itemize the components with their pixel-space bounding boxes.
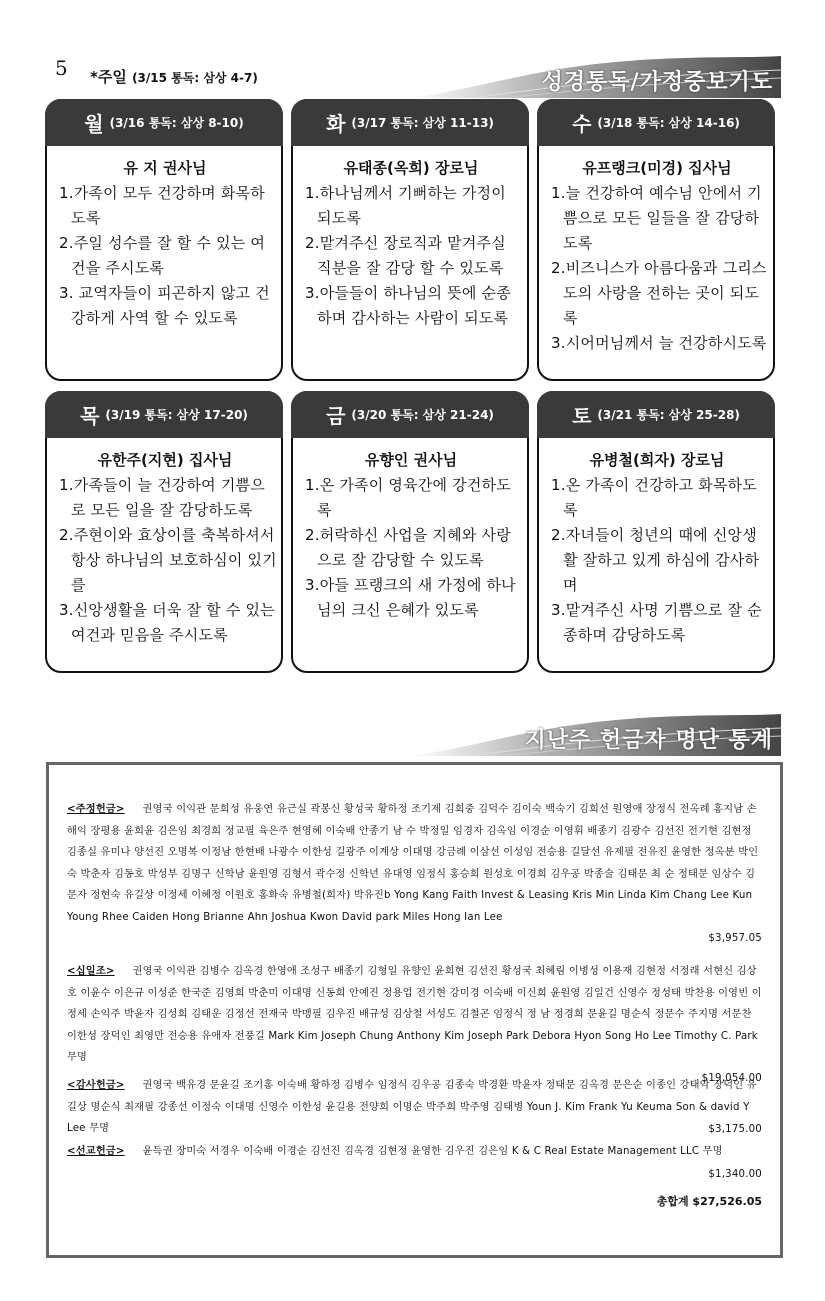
day-card-header bbox=[45, 99, 283, 146]
donation-group-thanks bbox=[67, 1075, 762, 1140]
day-label: 월 bbox=[84, 112, 104, 136]
donor-names: 권영국 백유경 문윤길 조기홍 이숙배 황하정 김병수 임정식 김우공 김종숙 박경환 박윤자 정태문 김옥경 문은순 이종인 강태악 장덕인 유길상 명순식 최재필 강종선 이정숙 이대명 신영수 이한성 윤길용 전양희 이명순 박주희 박주영 김태병 Youn J. Kim Frank Yu Keuma Son & david Y Lee 무명 bbox=[67, 1080, 757, 1134]
prayer-item: 3.시어머님께서 늘 건강하시도록 bbox=[551, 334, 767, 352]
prayer-item: 3.맡겨주신 사명 기쁨으로 잘 순종하며 감당하도록 bbox=[551, 601, 762, 644]
donation-list-box bbox=[46, 762, 783, 1258]
prayer-item: 1.온 가족이 건강하고 화목하도록 bbox=[551, 476, 757, 519]
day-card-header bbox=[537, 391, 775, 438]
banner-title: 성경통독/가정중보기도 bbox=[541, 70, 773, 95]
reading-range: (3/17 통독: 삼상 11-13) bbox=[351, 116, 494, 130]
prayer-item: 1.가족이 모두 건강하며 화목하도록 bbox=[59, 184, 265, 227]
donation-label: <십일조> bbox=[67, 966, 115, 977]
day-card-header bbox=[537, 99, 775, 146]
reading-range: (3/18 통독: 삼상 14-16) bbox=[597, 116, 740, 130]
prayer-banner bbox=[411, 56, 781, 98]
day-card-fri bbox=[291, 391, 529, 673]
donation-group-tithe bbox=[67, 961, 762, 1089]
reading-range: (3/21 통독: 삼상 25-28) bbox=[597, 408, 740, 422]
sunday-reading bbox=[90, 66, 258, 87]
prayer-item: 3.아들 프랭크의 새 가정에 하나님의 크신 은혜가 있도록 bbox=[305, 576, 516, 619]
reading-range: (3/16 통독: 삼상 8-10) bbox=[109, 116, 244, 130]
donation-amount: $19,054.00 bbox=[701, 1072, 762, 1084]
banner-title: 지난주 헌금자 명단 통계 bbox=[524, 728, 773, 753]
donation-amount: $3,175.00 bbox=[708, 1123, 762, 1135]
donation-group-mission bbox=[67, 1141, 762, 1185]
day-card-thu bbox=[45, 391, 283, 673]
page-number: 5 bbox=[55, 56, 68, 80]
prayer-person: 유병철(희자) 장로님 bbox=[589, 451, 725, 469]
donation-label: <선교헌금> bbox=[67, 1146, 125, 1157]
reading-range: (3/19 통독: 삼상 17-20) bbox=[105, 408, 248, 422]
day-card-header bbox=[291, 391, 529, 438]
donation-amount: $1,340.00 bbox=[708, 1168, 762, 1180]
prayer-item: 2.허락하신 사업을 지혜와 사랑으로 잘 감당할 수 있도록 bbox=[305, 526, 511, 569]
grand-total: 총합계 $27,526.05 bbox=[656, 1195, 762, 1208]
prayer-item: 3.신앙생활을 더욱 잘 할 수 있는 여건과 믿음을 주시도록 bbox=[59, 601, 275, 644]
prayer-item: 2.자녀들이 청년의 때에 신앙생활 잘하고 있게 하심에 감사하며 bbox=[551, 526, 760, 594]
prayer-item: 2.맡겨주신 장로직과 맡겨주실 직분을 잘 감당 할 수 있도록 bbox=[305, 234, 506, 277]
donation-group-sunday bbox=[67, 799, 762, 949]
day-card-header bbox=[45, 391, 283, 438]
sunday-label: *주일 bbox=[90, 68, 127, 86]
donation-label: <주정헌금> bbox=[67, 804, 125, 815]
donation-amount: $3,957.05 bbox=[708, 932, 762, 944]
day-label: 토 bbox=[572, 404, 592, 428]
day-label: 목 bbox=[80, 404, 100, 428]
day-card-tue bbox=[291, 99, 529, 381]
prayer-person: 유프랭크(미경) 집사님 bbox=[582, 159, 732, 177]
prayer-item: 2.주일 성수를 잘 할 수 있는 여건을 주시도록 bbox=[59, 234, 266, 277]
day-label: 화 bbox=[326, 112, 346, 136]
day-label: 수 bbox=[572, 112, 592, 136]
day-label: 금 bbox=[326, 404, 346, 428]
prayer-item: 1.온 가족이 영육간에 강건하도록 bbox=[305, 476, 511, 519]
prayer-item: 2.주현이와 효상이를 축복하셔서 항상 하나님의 보호하심이 있기를 bbox=[59, 526, 277, 594]
prayer-item: 1.늘 건강하여 예수님 안에서 기쁨으로 모든 일들을 잘 감당하도록 bbox=[551, 184, 762, 252]
prayer-item: 3. 교역자들이 피곤하지 않고 건강하게 사역 할 수 있도록 bbox=[59, 284, 270, 327]
prayer-item: 2.비즈니스가 아름다움과 그리스도의 사랑을 전하는 곳이 되도록 bbox=[551, 259, 767, 327]
donor-names: 윤득권 장미숙 서경우 이숙배 이경순 김선진 김옥경 김현정 윤영한 김우진 김은임 K & C Real Estate Management LLC 무명 bbox=[142, 1146, 723, 1157]
donor-names: 권영국 이익관 김병수 김옥경 한영애 조성구 배종기 김형일 유향인 윤희현 김선진 황성국 최혜림 이병성 이용재 김현정 서정래 서현신 김상호 이윤수 이은규 이성준 한국준 김영희 박춘미 이대명 신동희 안예진 정용업 전기현 강미경 이숙배 이신희 윤원영 김일건 신영수 정성태 박찬용 이영빈 이정세 손익주 박윤자 김성희 김태운 김정선 전재국 박맹필 김우진 배규성 김상철 서성도 김철곤 임정식 정 남 정경희 문윤길 명순식 정문수 주지명 서문찬 이한성 장덕인 최영만 전승용 유애자 전풍길 Mark Kim Joseph Chung Anthony Kim Joseph Park Debora Hyon Song Ho Lee Timothy C. Park 무명 bbox=[67, 966, 762, 1063]
day-card-sat bbox=[537, 391, 775, 673]
day-card-mon bbox=[45, 99, 283, 381]
donors-banner bbox=[411, 714, 781, 756]
prayer-person: 유태종(옥희) 장로님 bbox=[343, 159, 479, 177]
prayer-person: 유향인 권사님 bbox=[364, 451, 458, 469]
prayer-person: 유한주(지현) 집사님 bbox=[97, 451, 233, 469]
sunday-range: (3/15 통독: 삼상 4-7) bbox=[132, 71, 258, 85]
day-card-header bbox=[291, 99, 529, 146]
prayer-item: 1.가족들이 늘 건강하여 기쁨으로 모든 일을 잘 감당하도록 bbox=[59, 476, 265, 519]
prayer-person: 유 지 권사님 bbox=[123, 159, 207, 177]
donor-names: 권영국 이익관 문희성 유웅연 유근실 곽봉신 황성국 황하정 조기제 김희중 김덕수 김이숙 백숙기 김희선 원영애 장정식 전옥례 홍지남 손해익 장평용 윤희윤 김은임 최경희 정교필 육은주 현영혜 이숙배 안종기 남 수 박정일 임경자 김옥임 이경순 이영휘 배종기 김광수 김선진 전기현 김현정 김종실 유미나 양선진 오명복 이정남 한현배 나광수 이한성 길광주 이계상 이대명 강금례 이삼선 이성임 전승용 길달선 유제필 전유진 윤영한 정옥분 박인숙 박춘자 김동호 박성부 김명구 신학남 윤원영 김형서 곽수정 신학년 유대영 임정식 홍승희 원성호 이경희 김우공 박종술 김태문 최 순 정태문 임상수 김문자 정현숙 유길상 이정세 이혜정 이원호 홍화숙 유병철(희자) 박유진b Yong Kang Faith Invest & Leasing Kris Min Linda Kim Chang Lee Kun Young Rhee Caiden Hong Brianne Ahn Joshua Kwon David park Miles Hong Ian Lee bbox=[67, 804, 759, 923]
prayer-item: 1.하나님께서 기뻐하는 가정이 되도록 bbox=[305, 184, 506, 227]
donation-label: <감사헌금> bbox=[67, 1080, 125, 1091]
day-card-wed bbox=[537, 99, 775, 381]
prayer-item: 3.아들들이 하나님의 뜻에 순종하며 감사하는 사람이 되도록 bbox=[305, 284, 511, 327]
reading-range: (3/20 통독: 삼상 21-24) bbox=[351, 408, 494, 422]
